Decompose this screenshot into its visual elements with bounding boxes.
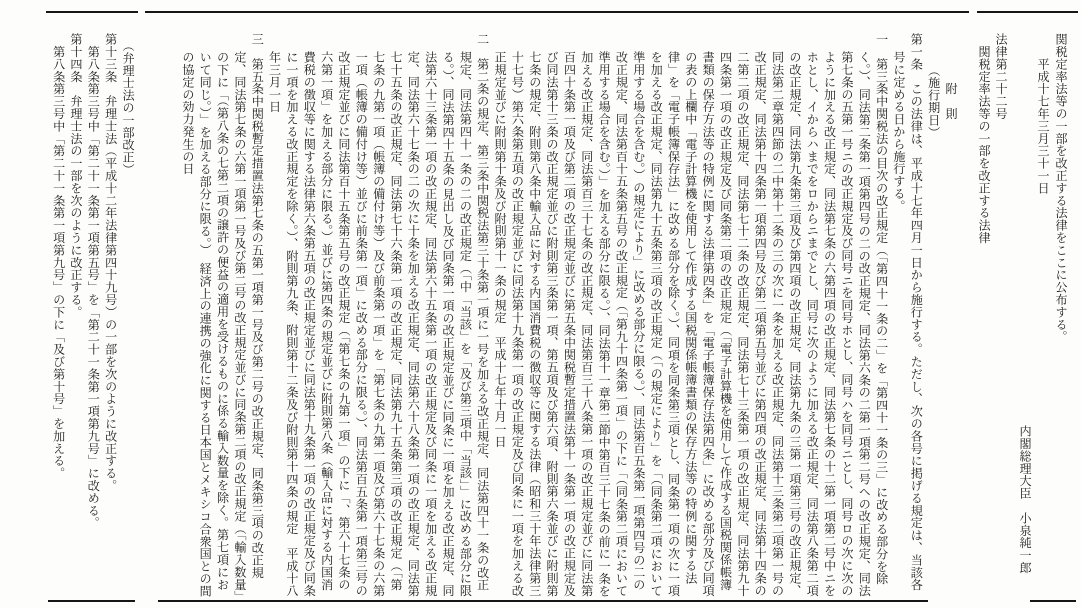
article-13-amendment: 第八条第三号中「第二十一条第一項第五号」を「第二十一条第一項第九号」に改める。: [86, 33, 101, 529]
enforcement-date-heading: （施行期日）: [926, 33, 941, 139]
article-1-item-1: 一 第三条中関税法の目次の改正規定（「第四十一条の二」を「第四十一条の三」に改める部分を除く。）、同法第二条第一項第四号の二の改正規定、同法第六条の二第一項第二号ヘの改正規定、同法第七条の五第一号ニの改正規定及び同号ニを同号ホとし、同号ハを同号ニとし、同号ロの次に次のように加える改正規定、同法第七条の六第四項の改正規定、同法第七条の十二第一項第二号中ニをホとし、イからハまでをロからニまでとし、同号に次のように加える改正規定、同法第八条第二項の改正規定、同法第九条第三項及び第四項の改正規定、同法第九条の三第一項第三号の改正規定、同法第二章第四節の二中第十二条の三の次に一条を加える改正規定、同法第十三条第二項第一号の改正規定、同法第十四条第一項第四号及び第二項第五号並びに第四項の改正規定、同法第十四条の二第二項の改正規定、同法第七十二条の改正規定、同法第七十三条第一項の改正規定、同法第九十四条第一項の改正規定及び同条第二項の改正規定（「電子計算機を使用して作成する国税関係帳簿書類の保存方法等の特例に関する法律第四条」を「電子帳簿保存法第四条」に改める部分及び同項の表の上欄中「電子計算機を使用して作成する国税関係帳簿書類の保存方法等の特例に関する法律」を「電子帳簿保存法」に改める部分を除く。）、同項を同条第三項とし、同条第一項の次に一項を加える改正規定、同法第九十五条第三項の改正規定（「の規定により」を「（同条第二項において準用する場合を含む。）の規定により」に改める部分に限る。）、同法第百五条第一項第四号の二の改正規定、同法第百十五条第五号の改正規定（「第九十四条第一項」の下に「（同条第二項において準用する場合を含む。）」を加える部分に限る。）、同法第十一章第二節中第百三十七条の前に一条を加える改正規定、同法第百三十七条の改正規定、同法第百三十八条第一項の改正規定並びに同法第百四十条第一項及び第二項の改正規定並びに第五条中関税暫定措置法第十一条第一項の改正規定及び同法第十三条の改正規定並びに附則第三条第一項、第五項及び第六項、附則第六条並びに附則第七条の規定、附則第八条中輸入品に対する内国消費税の徴収等に関する法律（昭和三十年法律第三十七号）第六条第五項の改正規定並びに同法第十九条第一項の改正規定及び同条に一項を加える改正規定並びに附則第十条及び附則第十一条の規定 平成十七年十月一日: [493, 33, 889, 598]
prime-minister-signature: 内閣総理大臣 小泉純一郎: [1018, 425, 1032, 574]
article-1-item-3: 三 第五条中関税暫定措置法第七条の五第一項第一号及び第二号の改正規定、同条第三項の改正規定、同法第七条の六第一項第一号及び第二号の改正規定並びに同条第二項の改正規定（「輸入数量」の下に「（第八条の七第二項の譲許の便益の適用を受けるものに係る輸入数量を除く。第七項において同じ。）」を加える部分に限る。） 経済上の連携の強化に関する日本国とメキシコ合衆国との間の協定の効力発生の日: [180, 33, 265, 598]
supplementary-header: 附 則: [944, 33, 958, 120]
bottom-rule-middle-band: [158, 600, 928, 602]
top-rule-left-band: [46, 11, 138, 13]
article-1-item-2: 二 第二条の規定、第三条中関税法第三十条第一項に一号を加える改正規定、同法第四十一条の改正規定、同法第四十一条の二の改正規定（「中「当該」を「及び第三項中「当該」」に改める部分に限る。）、同法第四十五条の見出し及び同条第一項の改正規定並びに同条に一項を加える改正規定、同法第六十三条第一項の改正規定、同法第六十五条第一項の改正規定及び同条に一項を加える改正規定、同法第六十七条の二の次に十条を加える改正規定、同法第六十八条第一項の改正規定、同法第七十五条の改正規定、同法第七十六条第一項の改正規定、同法第九十五条第三項の改正規定（「第七条の九第一項（帳簿の備付け等）及び前条第一項」を「第七条の九第一項及び第六十七条の六第一項（帳簿の備付け等）並びに前条第一項」に改める部分に限る。）、同法第百五条第一項第三号の改正規定並びに同法第百十五条第五号の改正規定（「第七条の九第一項」の下に「、第六十七条の六第一項」を加える部分に限る。）並びに第四条の規定並びに附則第八条（輸入品に対する内国消費税の徴収等に関する法律第六条第五項の改正規定並びに同法第十九条第一項の改正規定及び同条に一項を加える改正規定を除く。）、附則第九条、附則第十二条及び附則第十四条の規定 平成十八年三月一日: [267, 33, 490, 598]
law-title: 関税定率法等の一部を改正する法律: [977, 33, 991, 244]
law-number: 法律第二十二号: [994, 33, 1008, 120]
article-14-amendment: 第八条第三号中「第二十一条第一項第九号」の下に「及び第十号」を加える。: [51, 33, 66, 480]
bottom-rule-right-band: [1030, 600, 1076, 602]
top-rule-right-band: [977, 11, 1078, 13]
supplementary-provisions-band: [147, 33, 959, 598]
top-rule-middle-band: [145, 11, 969, 13]
bottom-rule-left-band: [48, 600, 135, 602]
article-13: 第十三条 弁理士法（平成十二年法律第四十九号）の一部を次のように改正する。: [103, 33, 118, 492]
promulgation-date: 平成十七年三月三十一日: [1036, 33, 1050, 195]
article-14: 第十四条 弁理士法の一部を次のように改正する。: [68, 33, 83, 319]
article-1-lead: 第一条 この法律は、平成十七年四月一日から施行する。ただし、次の各号に掲げる規定は、当該各号に定める日から施行する。: [891, 33, 924, 591]
promulgation-sentence: 関税定率法等の一部を改正する法律をここに公布する。: [1054, 33, 1068, 343]
patent-attorney-heading: （弁理士法の一部改正）: [121, 33, 135, 176]
patent-attorney-band: [49, 33, 136, 598]
